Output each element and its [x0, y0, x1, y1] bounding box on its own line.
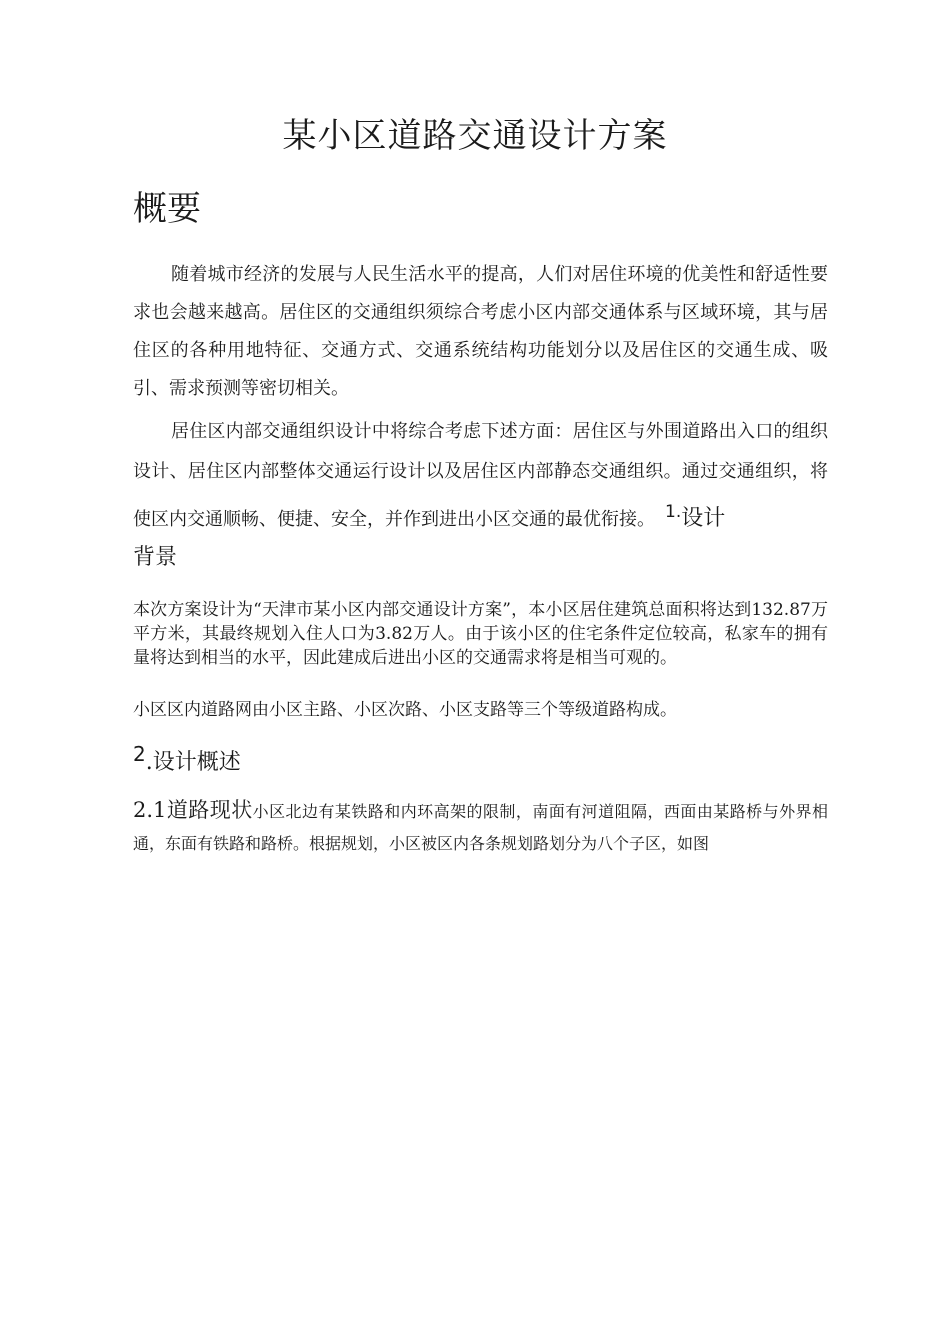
- section-1-heading-part2: 背景: [133, 545, 178, 570]
- document-title: 某小区道路交通设计方案: [282, 116, 668, 156]
- section-1-heading-part1: 设计: [681, 506, 726, 531]
- section-2-number: 2: [133, 742, 146, 766]
- overview-paragraph-1: 随着城市经济的发展与人民生活水平的提高，人们对居住环境的优美性和舒适性要求也会越来越高。居住区的交通组织须综合考虑小区内部交通体系与区域环境，其与居住区的各种用地特征、交通方式、交通系统结构功能划分以及居住区的交通生成、吸引、需求预测等密切相关。: [133, 264, 828, 399]
- section-2-1-text: 小区北边有某铁路和内环高架的限制，南面有河道阻隔，西面由某路桥与外界相通，东面有铁路和路桥。根据规划，小区被区内各条规划路划分为八个子区，如图: [133, 802, 828, 853]
- section-2-heading-text: .设计概述: [145, 750, 241, 775]
- section-1-paragraph-1: 本次方案设计为“天津市某小区内部交通设计方案”，本小区居住建筑总面积将达到132.87万平方米，其最终规划入住人口为3.82万人。由于该小区的住宅条件定位较高，私家车的拥有量将达到相当的水平，因此建成后进出小区的交通需求将是相当可观的。: [133, 600, 828, 668]
- section-1-paragraph-2: 小区区内道路网由小区主路、小区次路、小区支路等三个等级道路构成。: [133, 700, 677, 720]
- overview-paragraph-2-text: 居住区内部交通组织设计中将综合考虑下述方面：居住区与外围道路出入口的组织设计、居住区内部整体交通运行设计以及居住区内部静态交通组织。通过交通组织，将使区内交通顺畅、便捷、安全，并作到进出小区交通的最优衔接。: [133, 421, 828, 530]
- section-2-heading: [133, 732, 241, 786]
- section-2-1-lead: 2.1道路现状: [133, 798, 253, 822]
- section-1-number: 1.: [665, 502, 682, 522]
- overview-paragraph-2: [133, 412, 828, 540]
- section-2-1-paragraph: [133, 794, 828, 860]
- overview-heading: 概要: [133, 189, 201, 229]
